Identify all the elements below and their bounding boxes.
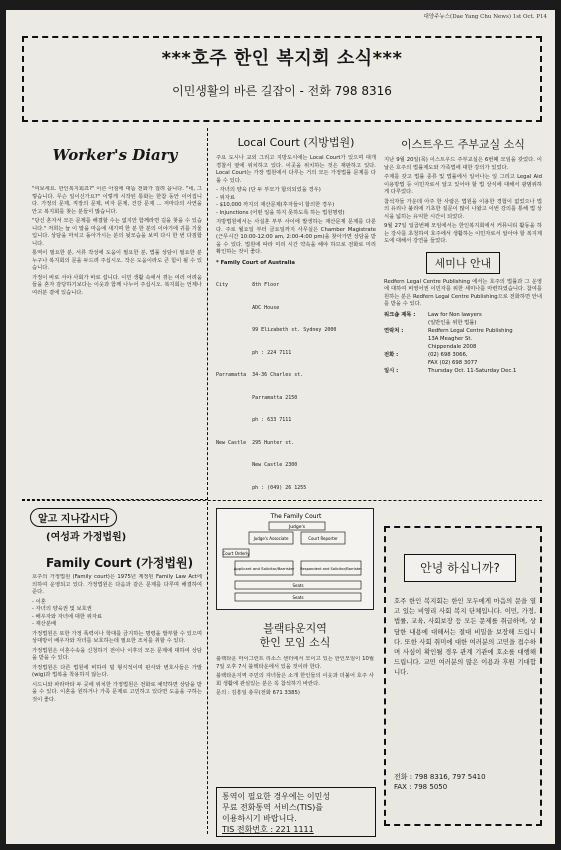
- seminar-row-key: [384, 335, 428, 343]
- reporter-label: Court Reporter: [308, 536, 338, 541]
- eastwood-paragraph: 주제를 갖고 법률 종류 및 법률에서 일어나는 일 그리고 Legal Aid 이용방법 등 이민자로서 알고 있어야 할 법 상식에 대해서 광범위하게 다루었다.: [384, 174, 542, 195]
- local-court-list-item: - Injunctions (어떤 일을 하지 못하도록 하는 법원명령): [216, 209, 345, 216]
- address-line: New Castle 295 Hunter st.: [216, 439, 295, 446]
- family-court-list-item: - 배우자와 자녀에 대한 위자료: [32, 613, 103, 620]
- seminar-row-value: FAX (02) 698 3077: [428, 359, 478, 366]
- tis-line: 통역이 필요한 경우에는 이민성: [222, 792, 331, 801]
- judge-label: Judge's: [288, 525, 306, 530]
- family-court-paragraph: 시드니와 파라마타 두 곳에 위치한 가정법원은 전화로 예약하면 상담을 받을 수 있다. 이혼을 원하거나 가족 문제로 고민하고 있다면 도움을 구하는 것이 좋다.: [32, 681, 202, 703]
- welcome-title: 안녕 하십니까?: [404, 554, 516, 582]
- welcome-body: 호주 한인 복지회는 한인 모두에게 마음의 문을 열고 있는 비영리 사회 복지 단체입니다. 이민, 가정, 법률, 교육, 사회보장 등 모든 문제를 취급하며, 상담한 내용에 대해서는 절대 비밀을 보장해 드립니다. 또한 사회 취미에 대한 여러분의 고민을 접수하며 사심이 확인될 경우 관계 기관에 호소를 대행해 드립니다. 교민 여러분의 많은 이용과 후원 기대합니다.: [394, 597, 536, 677]
- family-court-paragraph: 가정법원은 이혼수속을 신청하기 전이나 이후의 모든 문제에 대하여 상담을 받을 수 있다.: [32, 647, 202, 661]
- family-court-paragraph: 가정법원은 다른 법원에 비하여 덜 형식적이며 판사와 변호사들은 가발(wig)과 법복을 착용하지 않는다.: [32, 664, 202, 678]
- family-court-subtitle: (여성과 가정법원): [46, 532, 127, 543]
- seminar-row: [384, 367, 542, 375]
- address-line: 99 Elizabeth st. Sydney 2000: [216, 327, 337, 333]
- welcome-fax: FAX : 798 5050: [394, 783, 448, 791]
- seminar-row-value: Thursday Oct. 11-Saturday Dec.1: [428, 367, 517, 374]
- family-court-addresses: [216, 267, 376, 502]
- local-court-list-item: - 위자료: [216, 194, 235, 201]
- seminar-row-value: (02) 698 3066,: [428, 351, 468, 358]
- eastwood-section: [384, 136, 542, 506]
- masthead: 대양주뉴스(Dae Yang Chu News) 1st Oct. P14: [423, 14, 547, 20]
- family-court-section: [22, 502, 208, 834]
- know-this-badge: 알고 지나갑시다: [30, 508, 117, 527]
- applicant-label: Applicant and Solicitor/Barrister: [233, 566, 295, 571]
- family-court-paragraph: 호주의 가정법원 (Family court)은 1975년 제정된 Family Law Act에 의하여 운영되고 있다. 가정법원은 다음과 같은 문제를 다루며 해결하여 준다.: [32, 574, 202, 595]
- seminar-row: [384, 335, 542, 343]
- welcome-contact: [394, 772, 486, 792]
- workers-diary-paragraph: "여보세요. 한인복지회죠?" 이른 아침에 대뜸 전화가 걸려 옵니다. "네, 그렇습니다. 무슨 일이신가요?" 이렇게 시작된 통화는 한참 동안 이어집니다. 가정의 문제, 직장의 문제, 비자 문제, 건강 문제 ... 저마다의 사연을 안고 복지회를 찾는 분들이 많습니다.: [32, 186, 202, 215]
- diagram-title: The Family Court: [270, 513, 322, 520]
- address-line: ph : (049) 26 1255: [216, 484, 307, 491]
- seminar-row-value: 13A Meagher St.: [428, 335, 473, 342]
- tis-line: 이용하시기 바랍니다.: [222, 814, 297, 823]
- page-title: ***호주 한인 복지회 소식***: [161, 48, 403, 69]
- seminar-row-key: [384, 319, 428, 327]
- family-court-title: Family Court (가정법원): [46, 556, 194, 570]
- seminar-paragraph: Redfern Legal Centre Publishing 에서는 호주의 법률과 그 운영에 대하여 비영어권 이민자를 위한 세미나를 마련하였습니다. 참여를 원하는 분은 Redfern Legal Centre Publishing으로 전화하면 안내를 받을 수 있다.: [384, 278, 542, 307]
- seminar-row: [384, 327, 542, 335]
- seats-label: Seats: [292, 583, 304, 588]
- family-court-diagram: [216, 508, 374, 610]
- workers-diary-title: Worker's Diary: [52, 146, 178, 164]
- blacktown-title: [216, 622, 374, 650]
- blacktown-title-line: 한인 모임 소식: [259, 636, 331, 649]
- seminar-row: [384, 343, 542, 351]
- section-divider: [22, 500, 542, 501]
- welcome-box: [384, 526, 542, 826]
- address-line: ph : 633 7111: [216, 417, 292, 423]
- eastwood-title: 이스트우드 주부교실 소식: [401, 138, 525, 151]
- seminar-row: [384, 319, 542, 327]
- blacktown-text: [216, 656, 374, 778]
- header-box: [22, 36, 542, 122]
- local-court-list-item: - 자녀의 양육 (단 두 부모가 합의되었을 경우): [216, 187, 321, 193]
- family-court-list-item: - 이혼: [32, 598, 46, 605]
- local-court-list-item: - $10,000 까지의 재산문제(후자들이 합의한 경우): [216, 202, 335, 208]
- address-line: Parramatta 34-36 Charles st.: [216, 372, 304, 378]
- seminar-row-key: 워크숍 제목 :: [384, 311, 416, 318]
- address-line: City 8th Floor: [216, 282, 280, 288]
- blacktown-paragraph: 블랙타운 마이그런트 리소스 센터에서 모이고 있는 한인모임이 10월 7일 오후 7시 블랙타운에서 있을 것이라 한다.: [216, 656, 374, 670]
- local-court-paragraph: 주요 도시나 교외 그리고 지방도시에는 Local Court가 있으며 대개 경찰서 옆에 위치하고 있다. 이곳을 위치하는 것은 재판하고 있다. Local Court는 가장 법원에서 다루는 거의 모든 가정법률 문제를 다룰 수 있다.: [216, 155, 376, 184]
- local-court-paragraph: 지방법원에서는 사실혼 부부 사이에 발생하는 재산문제 문제를 다룬다. 주로 월요일 부터 금요일까지 사무실은 Chamber Magistrate (근무시간 10:00-12:00 am, 2:00-4:00 pm)을 찾아가면 상담을 받을 수 있다. 법원에 따라 미리 시간 약속을 해야 하므로 전화로 미리 확인하는 것이 좋다.: [216, 219, 376, 255]
- family-court-list-item: - 자녀의 양육권 및 보호권: [32, 606, 92, 612]
- seminar-row-key: 전화 :: [384, 351, 399, 358]
- associate-label: Judge's Associate: [253, 536, 289, 541]
- eastwood-paragraph: 지난 9월 20일(목) 이스트우드 주부교실은 6번째 모임을 갖었다. 이 날은 호주의 법률제도와 가족법에 대한 강의가 있었다.: [384, 157, 542, 171]
- seminar-heading-wrap: [384, 252, 542, 274]
- address-line: ADC House: [216, 304, 280, 311]
- seminar-title: 세미나 안내: [426, 252, 501, 274]
- local-court-section: [216, 134, 376, 502]
- seats-label: Seats: [292, 595, 304, 600]
- blacktown-paragraph: 블랙타운지역 주민의 자녀들은 소개 한인들의 이웃과 더불어 호주 사회 생활에 관심있는 분은 꼭 참석하기 바란다.: [216, 673, 374, 687]
- address-line: New Castle 2300: [216, 462, 298, 468]
- seminar-row-key: 일시 :: [384, 367, 399, 374]
- seminar-row-value: Redfern Legal Centre Publishing: [428, 327, 513, 334]
- address-line: ph : 224 7111: [216, 349, 292, 356]
- seminar-row-key: [384, 343, 428, 351]
- local-court-title: Local Court (지방법원): [237, 136, 355, 149]
- blacktown-title-line: 블랙타운지역: [263, 622, 327, 635]
- tis-line: 무료 전화통역 서비스(TIS)를: [222, 803, 323, 812]
- workers-diary-paragraph: "당신 혼자서 모든 문제를 해결할 수는 없지만 함께라면 길을 찾을 수 있습니다." 저희는 늘 이 말을 마음에 새기며 한 분 한 분의 이야기에 귀를 기울입니다. 상담을 마치고 돌아가시는 분의 뒷모습을 보며 다시 한 번 다짐합니다.: [32, 218, 202, 247]
- workers-diary-paragraph: 통역이 필요한 분, 서류 작성에 도움이 필요한 분, 법률 상담이 필요한 분 누구나 복지회의 문을 두드려 주십시오. 작은 도움이라도 큰 힘이 될 수 있습니다.: [32, 250, 202, 271]
- seminar-row-value: Chippendale 2008: [428, 343, 477, 350]
- seminar-row-key: [384, 359, 428, 367]
- address-line: Parramatta 2150: [216, 394, 298, 401]
- respondent-label: Respondent and Solicitor/Barrister: [300, 567, 362, 571]
- family-court-paragraph: 가정법원은 또한 가정 폭력이나 학대를 금지하는 명령을 발부할 수 있으며 상대방이 배우자와 자녀를 보호하는데 필요한 조치를 취할 수 있다.: [32, 630, 202, 644]
- newspaper-page: [6, 10, 555, 844]
- orderly-label: Court Orderly: [222, 551, 250, 556]
- blacktown-contact: 문의 : 김흥일 총무(전화 671 3385): [216, 690, 300, 696]
- eastwood-paragraph: 참석자들 가운데 아주 한 사람은 법원을 이용한 경험이 없었으나 법의 유리나 불리에 기초한 질문이 많이 나왔고 이번 강의를 통해 법 상식을 넓히는 유익한 시간이 되었다.: [384, 198, 542, 220]
- workers-diary-paragraph: 가정이 바로 서야 사회가 바로 섭니다. 이민 생활 속에서 겪는 여러 어려움들을 혼자 감당하기보다는 이웃과 함께 나누어 주십시오. 복지회는 언제나 여러분 곁에 있습니다.: [32, 274, 202, 296]
- family-court-text: [32, 574, 202, 830]
- tis-phone: TIS 전화번호 : 221 1111: [222, 825, 314, 834]
- family-court-australia-heading: * Family Court of Australia: [216, 259, 295, 266]
- seminar-row-value: Law for Non lawyers: [428, 311, 482, 318]
- seminar-row: [384, 311, 542, 319]
- workers-diary-section: [22, 128, 208, 500]
- welcome-phone: 전화 : 798 8316, 797 5410: [394, 773, 486, 781]
- seminar-row-value: (일반인을 위한 법률): [428, 319, 477, 326]
- workers-diary-text: [32, 186, 202, 494]
- courtroom-layout: [217, 509, 375, 611]
- page-subtitle: 이민생활의 바른 길잡이 - 전화 798 8316: [172, 84, 392, 98]
- seminar-row-key: 연락처 :: [384, 327, 404, 334]
- eastwood-paragraph: 9월 27일 일곱번째 모임에서는 한인복지회에서 커뮤니티 활동을 하는 강사를 초청하여 호주에서 생활하는 이민자로서 알아야 할 복지제도에 대해서 강연을 들었다.: [384, 223, 542, 244]
- family-court-list-item: - 재산분배: [32, 621, 57, 627]
- tis-notice: [216, 787, 376, 837]
- seminar-row: [384, 359, 542, 367]
- seminar-row: [384, 351, 542, 359]
